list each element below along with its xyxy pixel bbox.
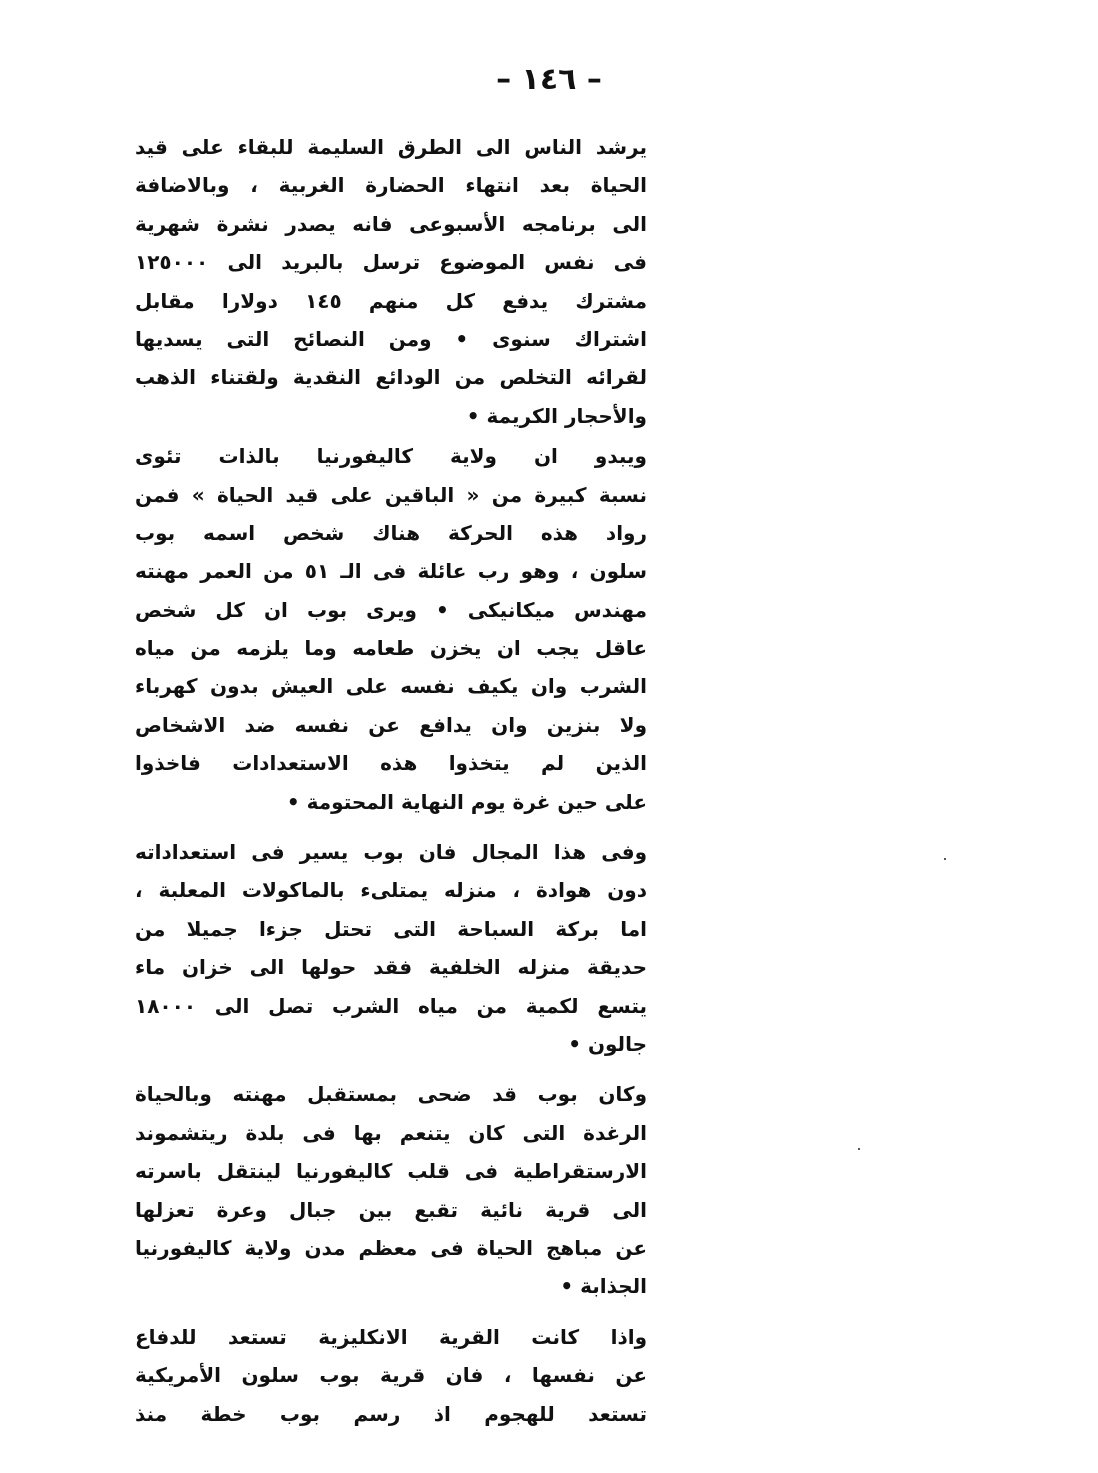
text-line: والأحجار الكريمة • [466,403,647,428]
text-line: فى نفس الموضوع ترسل بالبريد الى ١٢٥٠٠٠ [135,250,647,275]
text-line: وكان بوب قد ضحى بمستقبل مهنته وبالحياة [135,1082,647,1107]
text-line: واذا كانت القرية الانكليزية تستعد للدفاع [135,1324,647,1349]
text-line: اشتراك سنوى • ومن النصائح التى يسديها [135,326,647,351]
text-line: مشترك يدفع كل منهم ١٤٥ دولارا مقابل [135,288,647,313]
text-line: الذين لم يتخذوا هذه الاستعدادات فاخذوا [135,751,647,776]
text-line: ويبدو ان ولاية كاليفورنيا بالذات تئوى [135,444,647,469]
text-line: الارستقراطية فى قلب كاليفورنيا لينتقل باسرته [135,1159,647,1184]
text-line: لقرائه التخلص من الودائع النقدية ولقتناء الذهب [135,365,647,390]
scan-speck [858,1148,860,1150]
text-line: تستعد للهجوم اذ رسم بوب خطة منذ [135,1401,647,1426]
body-text [135,128,647,1433]
text-line: الى برنامجه الأسبوعى فانه يصدر نشرة شهرية [135,211,647,236]
paragraph-2 [135,437,647,821]
text-line: وفى هذا المجال فان بوب يسير فى استعداداته [135,840,647,865]
text-line: دون هوادة ، منزله يمتلىء بالماكولات المعلبة ، [135,878,647,903]
text-line: رواد هذه الحركة هناك شخص اسمه بوب [135,520,647,545]
text-line: نسبة كبيرة من « الباقين على قيد الحياة » فمن [135,482,647,507]
text-line: الجذابة • [560,1274,647,1299]
text-line: مهندس ميكانيكى • ويرى بوب ان كل شخص [135,597,647,622]
paragraph-3 [135,833,647,1063]
text-line: يرشد الناس الى الطرق السليمة للبقاء على قيد [135,135,647,159]
paragraph-4 [135,1075,647,1305]
text-line: سلون ، وهو رب عائلة فى الـ ٥١ من العمر مهنته [135,559,647,584]
text-line: جالون • [568,1031,647,1056]
text-line: يتسع لكمية من مياه الشرب تصل الى ١٨٠٠٠ [135,993,647,1018]
text-line: الرغدة التى كان يتنعم بها فى بلدة ريتشموند [135,1120,647,1145]
text-line: عن نفسها ، فان قرية بوب سلون الأمريكية [135,1363,647,1388]
text-line: عن مباهج الحياة فى معظم مدن ولاية كاليفورنيا [135,1235,647,1260]
text-line: حديقة منزله الخلفية فقد حولها الى خزان ماء [135,955,647,980]
text-line: اما بركة السباحة التى تحتل جزءا جميلا من [135,916,647,941]
text-line: الشرب وان يكيف نفسه على العيش بدون كهرباء [135,674,647,699]
page-number: – ١٤٦ – [496,62,602,97]
text-line: الى قرية نائية تقبع بين جبال وعرة تعزلها [135,1197,647,1222]
paragraph-1 [135,128,647,435]
text-line: على حين غرة يوم النهاية المحتومة • [286,789,647,814]
text-line: ولا بنزين وان يدافع عن نفسه ضد الاشخاص [135,712,647,737]
text-line: الحياة بعد انتهاء الحضارة الغربية ، وبالاضافة [135,173,647,198]
paragraph-5 [135,1318,647,1433]
text-line: عاقل يجب ان يخزن طعامه وما يلزمه من مياه [135,636,647,661]
scan-speck [944,858,946,860]
